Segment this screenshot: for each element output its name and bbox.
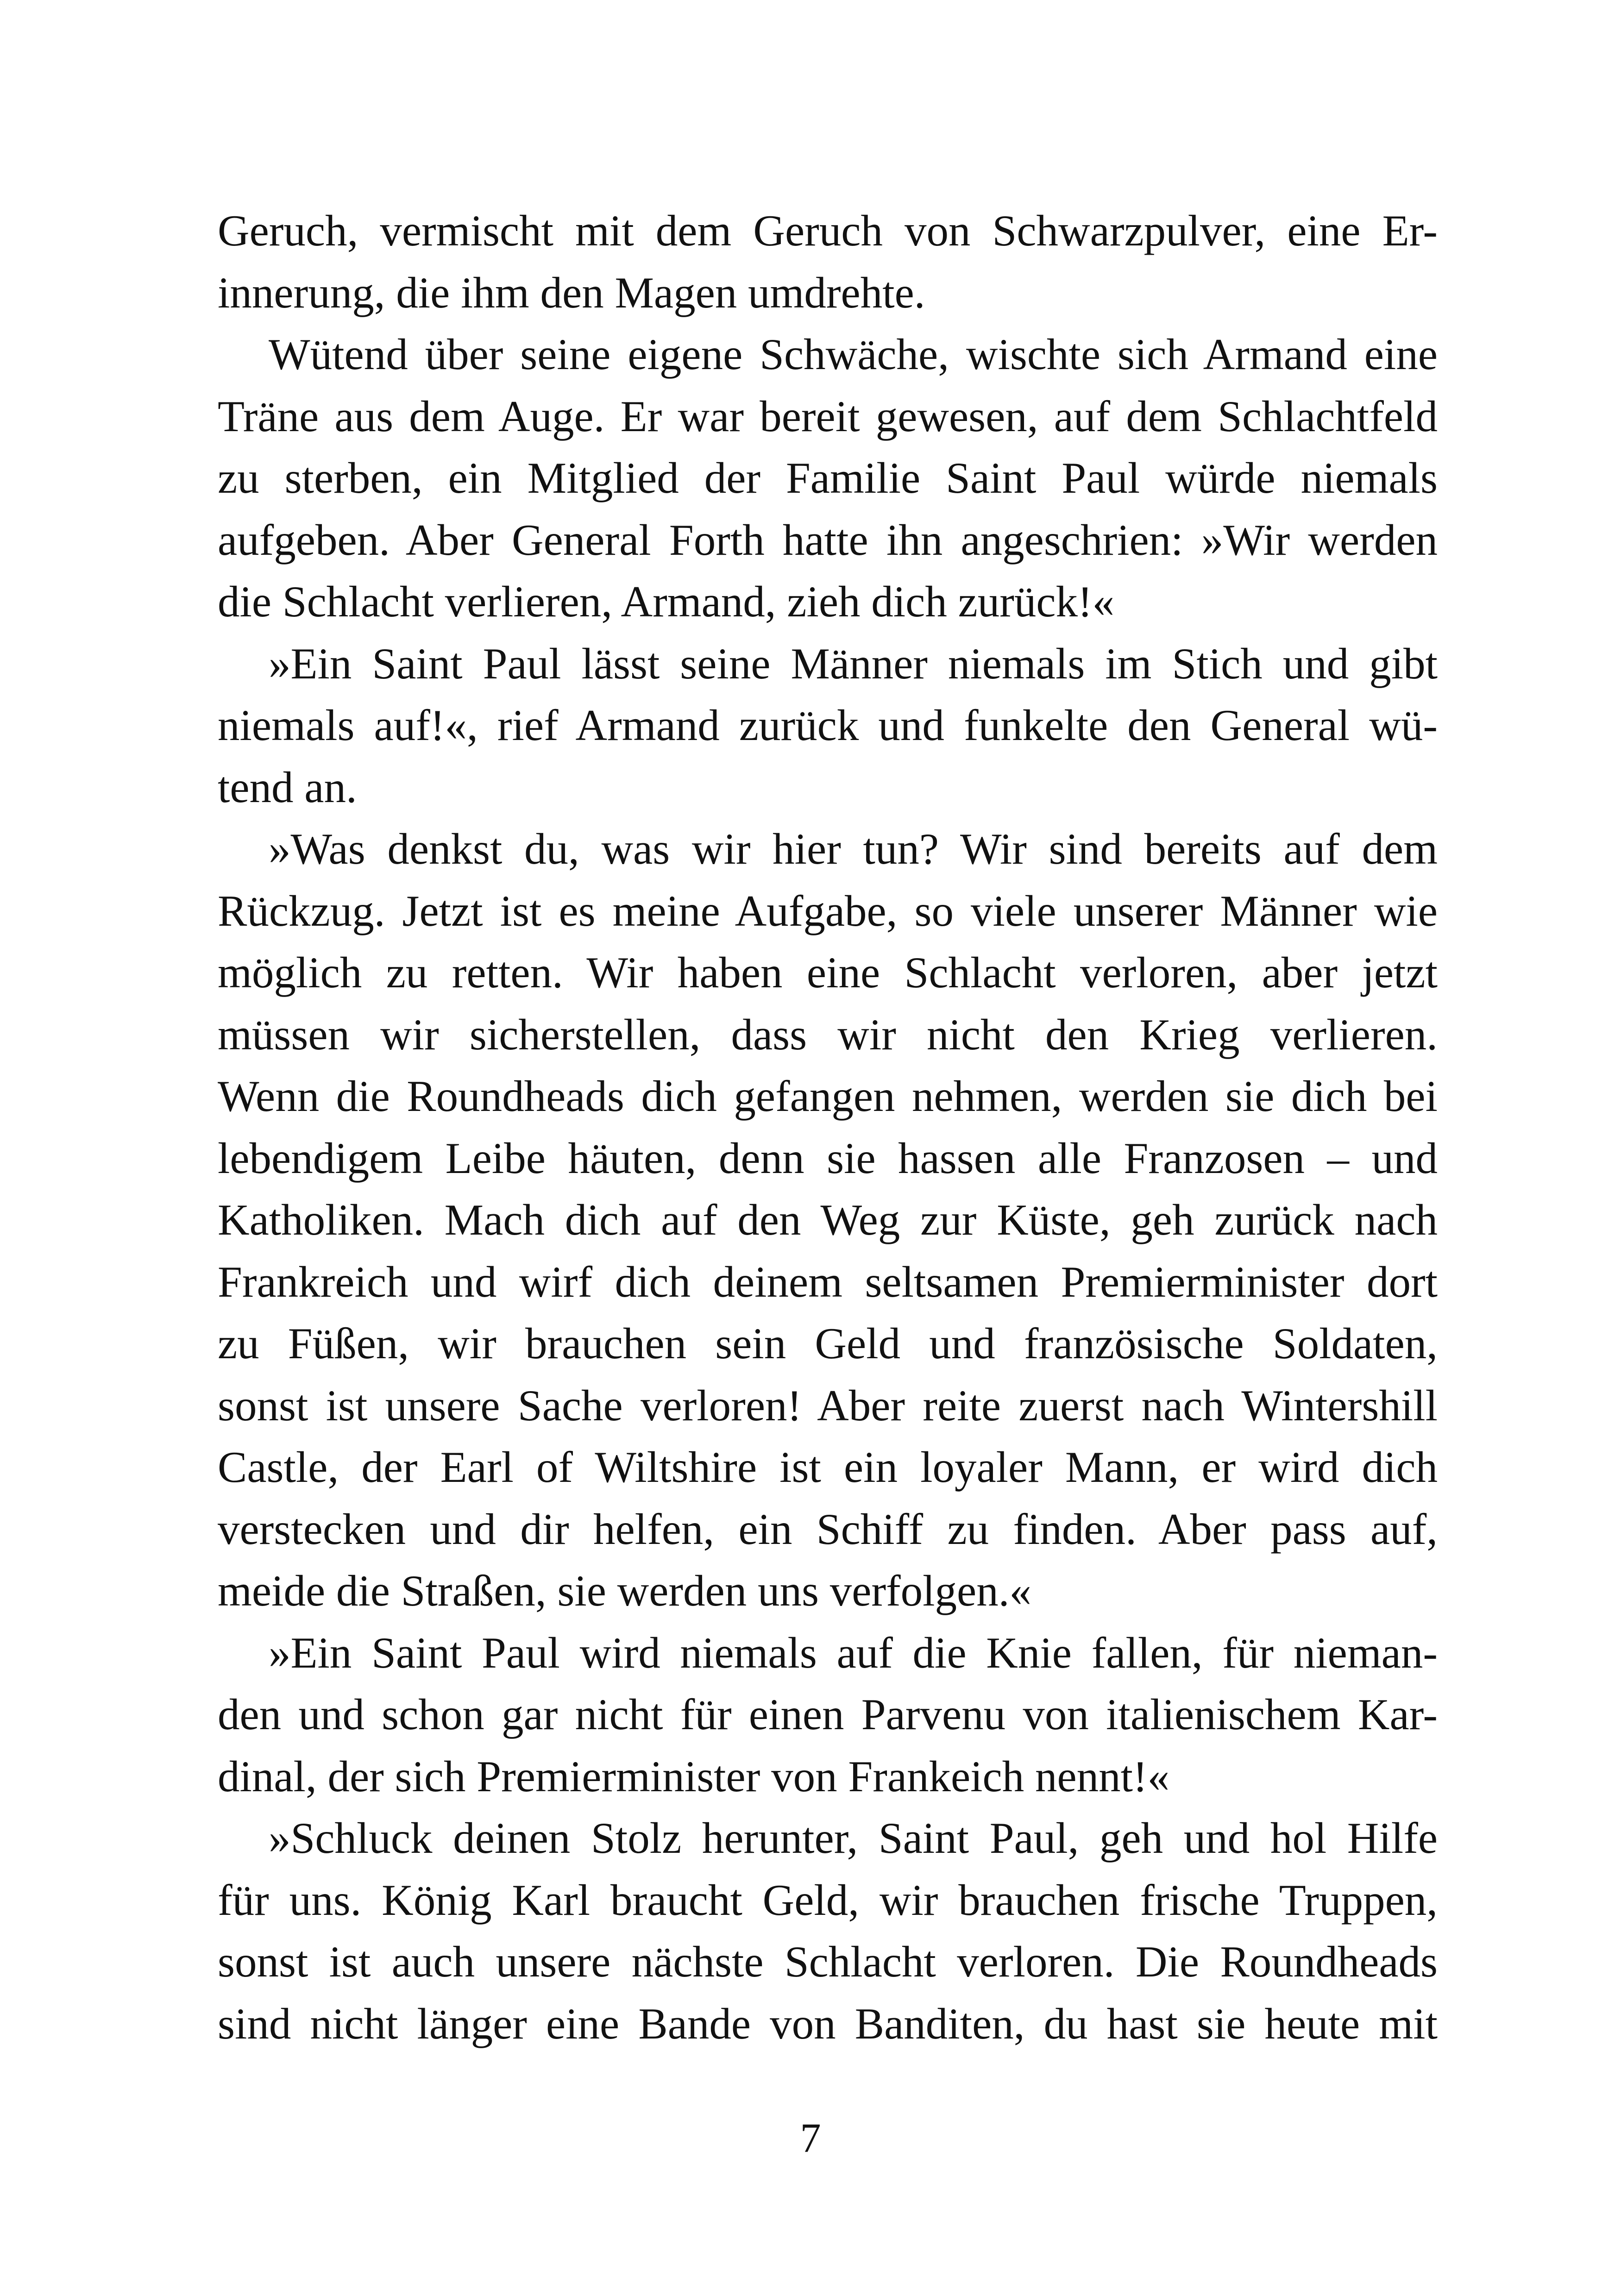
text-line: sind nicht länger eine Bande von Banditen, du hast sie heute mit [218, 1999, 1438, 2048]
text-line: Katholiken. Mach dich auf den Weg zur Küste, geh zurück nach [218, 1195, 1438, 1244]
text-line: Rückzug. Jetzt ist es meine Aufgabe, so viele unserer Männer wie [218, 886, 1438, 935]
text-line: Wütend über seine eigene Schwäche, wischte sich Armand eine [269, 330, 1438, 379]
text-line: Castle, der Earl of Wiltshire ist ein loyaler Mann, er wird dich [218, 1443, 1438, 1492]
text-line: »Schluck deinen Stolz herunter, Saint Paul, geh und hol Hilfe [269, 1813, 1438, 1863]
text-line: die Schlacht verlieren, Armand, zieh dich zurück!« [218, 577, 1115, 626]
text-line: meide die Straßen, sie werden uns verfolgen.« [218, 1566, 1031, 1615]
text-line: Frankreich und wirf dich deinem seltsamen Premierminister dort [218, 1257, 1438, 1306]
text-line: Träne aus dem Auge. Er war bereit gewesen, auf dem Schlachtfeld [218, 391, 1438, 441]
text-line: Geruch, vermischt mit dem Geruch von Schwarzpulver, eine Er- [218, 206, 1438, 255]
text-line: aufgeben. Aber General Forth hatte ihn angeschrien: »Wir werden [218, 515, 1438, 565]
body-text [218, 200, 1438, 2055]
text-line: »Ein Saint Paul lässt seine Männer niemals im Stich und gibt [269, 639, 1438, 688]
text-line: niemals auf!«, rief Armand zurück und funkelte den General wü- [218, 701, 1438, 750]
text-line: zu sterben, ein Mitglied der Familie Saint Paul würde niemals [218, 453, 1438, 502]
text-line: für uns. König Karl braucht Geld, wir brauchen frische Truppen, [218, 1875, 1438, 1925]
text-line: verstecken und dir helfen, ein Schiff zu finden. Aber pass auf, [218, 1504, 1438, 1554]
text-line: möglich zu retten. Wir haben eine Schlacht verloren, aber jetzt [218, 948, 1438, 997]
text-line: zu Füßen, wir brauchen sein Geld und französische Soldaten, [218, 1319, 1438, 1368]
text-line: lebendigem Leibe häuten, denn sie hassen alle Franzosen – und [218, 1133, 1438, 1183]
text-line: sonst ist auch unsere nächste Schlacht verloren. Die Roundheads [218, 1937, 1438, 1986]
text-line: sonst ist unsere Sache verloren! Aber reite zuerst nach Wintershill [218, 1380, 1438, 1430]
page-number: 7 [800, 2115, 821, 2161]
text-line: dinal, der sich Premierminister von Frankeich nennt!« [218, 1751, 1170, 1801]
text-line: tend an. [218, 762, 357, 812]
text-line: müssen wir sicherstellen, dass wir nicht den Krieg verlieren. [218, 1010, 1438, 1059]
text-line: den und schon gar nicht für einen Parvenu von italienischem Kar- [218, 1690, 1438, 1739]
text-line: »Was denkst du, was wir hier tun? Wir sind bereits auf dem [269, 824, 1438, 873]
text-line: Wenn die Roundheads dich gefangen nehmen, werden sie dich bei [218, 1072, 1438, 1121]
text-line: »Ein Saint Paul wird niemals auf die Knie fallen, für nieman- [269, 1628, 1438, 1677]
text-line: innerung, die ihm den Magen umdrehte. [218, 268, 925, 317]
